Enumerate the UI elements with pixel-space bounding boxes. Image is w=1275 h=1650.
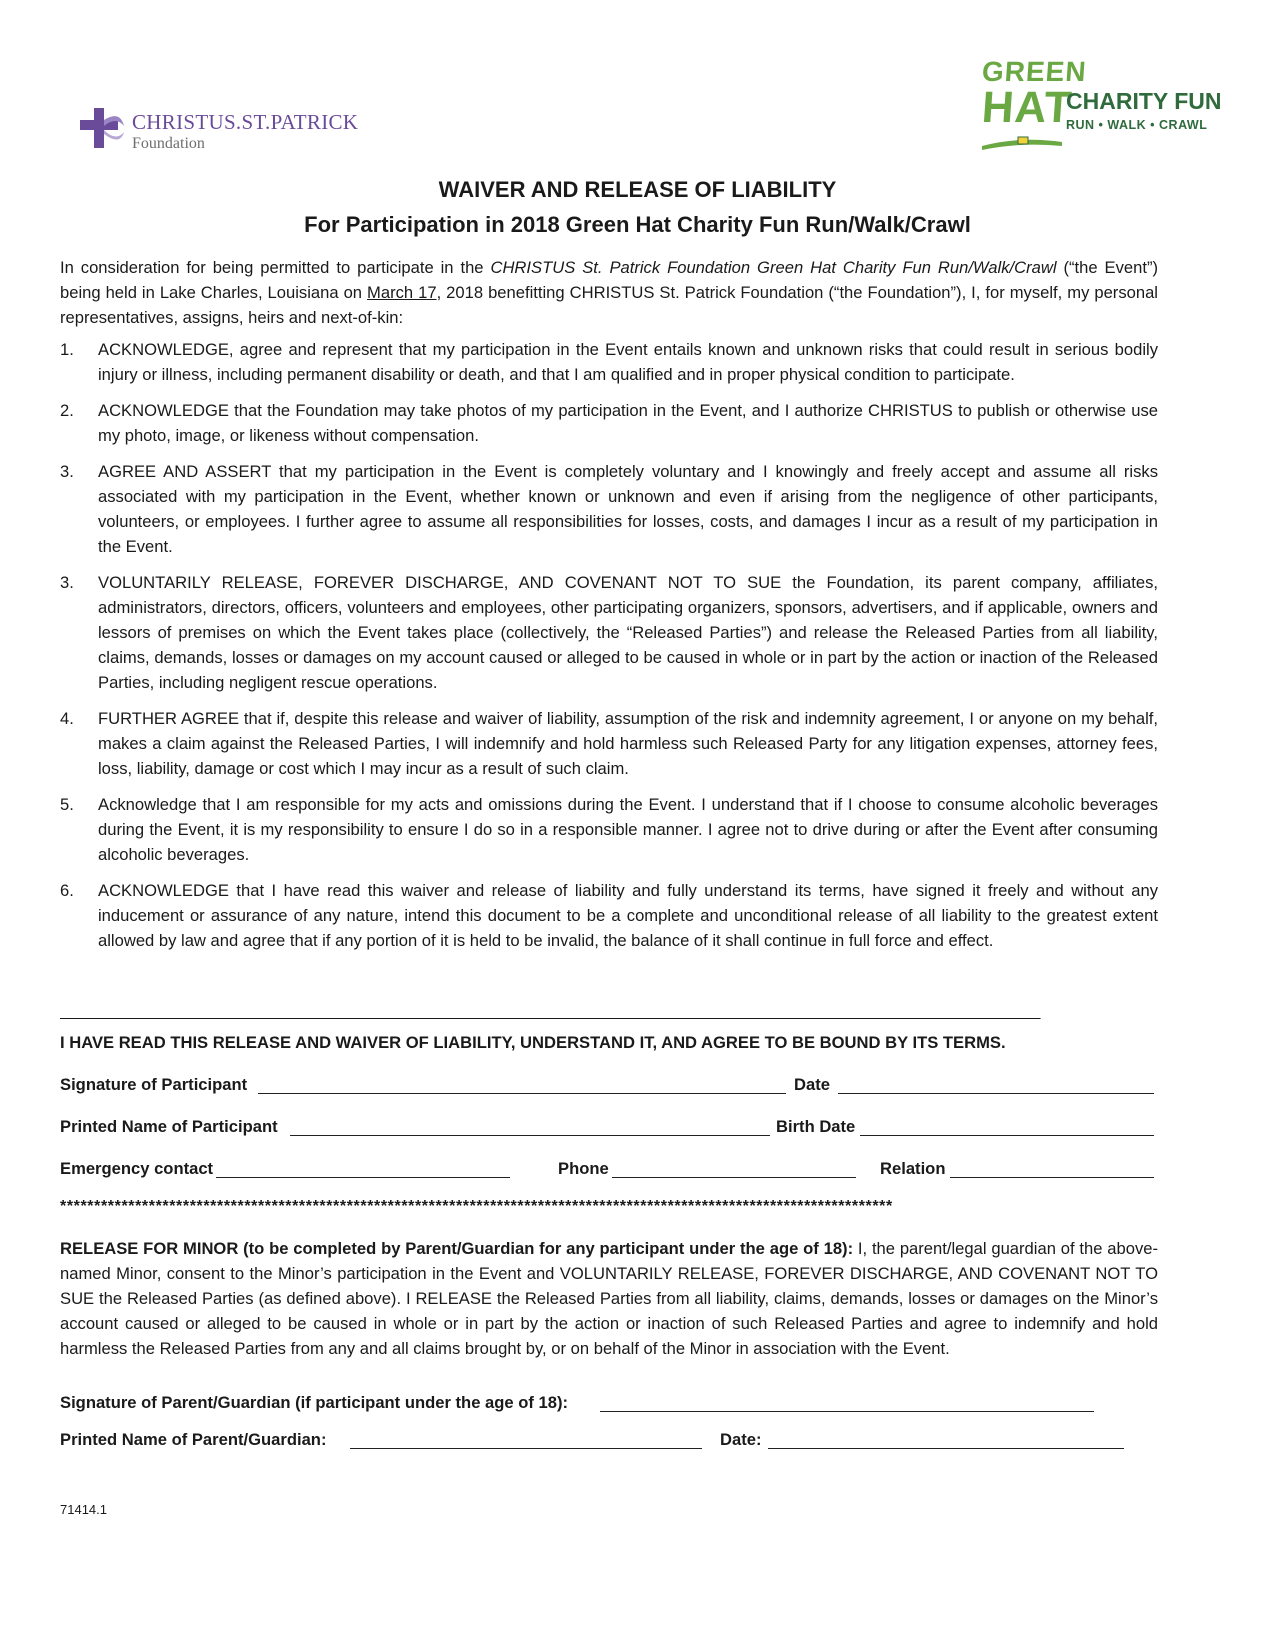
event-date: March 17 [367,283,437,302]
printed-name-participant-field[interactable] [290,1117,770,1136]
intro-part-1: In consideration for being permitted to participate in the [60,258,491,277]
item-number: 6. [60,881,74,900]
hat-brim-icon [980,134,1064,150]
document-id: 71414.1 [60,1502,107,1517]
intro-paragraph [60,255,1158,330]
document-title: WAIVER AND RELEASE OF LIABILITY [438,177,837,202]
list-item [60,459,1158,559]
signature-participant-field[interactable] [258,1075,786,1094]
list-item [60,337,1158,387]
printed-name-participant-label: Printed Name of Participant [60,1117,278,1136]
guardian-date-field[interactable] [768,1430,1124,1449]
intro-part-3: , 2018 benefitting CHRISTUS St. Patrick Foundation (“the Foundation”), I, for myself, my personal representatives, assigns, heirs and next-of-kin: [60,283,1158,327]
item-number: 3. [60,573,74,592]
guardian-name-row [60,1430,1160,1455]
phone-label: Phone [558,1159,609,1178]
list-item [60,792,1158,867]
item-number: 2. [60,401,74,420]
emergency-contact-field[interactable] [216,1159,510,1178]
list-item [60,706,1158,781]
agreement-statement: I HAVE READ THIS RELEASE AND WAIVER OF LIABILITY, UNDERSTAND IT, AND AGREE TO BE BOUND BY ITS TERMS. [60,1033,1006,1052]
event-name: CHRISTUS St. Patrick Foundation Green Hat Charity Fun Run/Walk/Crawl [490,258,1057,277]
signature-row [60,1075,1160,1100]
logo-hat-word: HAT [980,83,1074,132]
signature-guardian-field[interactable] [600,1393,1094,1412]
relation-field[interactable] [950,1159,1154,1178]
item-text: FURTHER AGREE that if, despite this release and waiver of liability, assumption of the risk and indemnity agreement, I or anyone on my behalf, makes a claim against the Released Parties, I will indemnify and hold harmless such Released Party for any litigation expenses, attorney fees, loss, liability, damage or cost which I may incur as a result of such claim. [98,709,1158,778]
relation-label: Relation [880,1159,946,1178]
signature-participant-label: Signature of Participant [60,1075,248,1094]
guardian-date-label: Date: [720,1430,762,1449]
birth-date-label: Birth Date [776,1117,856,1136]
logo-run-walk-crawl: RUN • WALK • CRAWL [1066,118,1208,132]
printed-name-row [60,1117,1160,1142]
phone-field[interactable] [612,1159,856,1178]
item-text: AGREE AND ASSERT that my participation in the Event is completely voluntary and I knowingly and freely accept and assume all risks associated with my participation in the Event, whether known or unknown and even if arising from the negligence of other participants, volunteers, or employees. I further agree to assume all responsibilities for losses, costs, and damages I incur as a result of my participation in the Event. [98,462,1158,556]
signature-guardian-label: Signature of Parent/Guardian (if participant under the age of 18): [60,1393,569,1412]
minor-release-paragraph [60,1236,1158,1361]
item-text: ACKNOWLEDGE that the Foundation may take photos of my participation in the Event, and I authorize CHRISTUS to publish or otherwise use my photo, image, or likeness without compensation. [98,401,1158,445]
cross-icon [80,106,126,152]
christus-logo [80,106,380,156]
logo-charity-fun: CHARITY FUN [1066,88,1222,114]
list-item [60,398,1158,448]
terms-list [60,337,1158,964]
item-text: Acknowledge that I am responsible for my acts and omissions during the Event. I understand that if I choose to consume alcoholic beverages during the Event, it is my responsibility to ensure I do so in a responsible manner. I agree not to drive during or after the Event after consuming alcoholic beverages. [98,795,1158,864]
emergency-contact-label: Emergency contact [60,1159,214,1178]
star-divider: ************************************************************************************************************************** [60,1198,893,1215]
emergency-row [60,1159,1160,1184]
printed-name-guardian-field[interactable] [350,1430,702,1449]
item-number: 5. [60,795,74,814]
printed-name-guardian-label: Printed Name of Parent/Guardian: [60,1430,327,1449]
intro-part-2: (“the Event”) being held in Lake Charles, Louisiana on [60,258,1159,302]
birth-date-field[interactable] [860,1117,1154,1136]
list-item [60,570,1158,695]
document-subtitle: For Participation in 2018 Green Hat Charity Fun Run/Walk/Crawl [304,212,971,237]
list-item [60,878,1158,953]
foundation-text: Foundation [132,135,205,152]
divider-line: ____________________________________________________________________________________________________________________________ [60,1003,1040,1020]
item-text: ACKNOWLEDGE that I have read this waiver and release of liability and fully understand its terms, have signed it freely and without any inducement or assurance of any nature, intend this document to be a complete and unconditional release of all liability to the greatest extent allowed by law and agree that if any portion of it is held to be invalid, the balance of it shall continue in full force and effect. [98,881,1158,950]
item-number: 4. [60,709,74,728]
christus-brand-text: CHRISTUS.ST.PATRICK [132,110,359,134]
item-number: 3. [60,462,74,481]
green-hat-logo [980,56,1222,166]
logo-green-word: GREEN [980,56,1088,87]
item-text: ACKNOWLEDGE, agree and represent that my participation in the Event entails known and unknown risks that could result in serious bodily injury or illness, including permanent disability or death, and that I am qualified and in proper physical condition to participate. [98,340,1158,384]
guardian-signature-row [60,1393,1160,1418]
minor-release-heading: RELEASE FOR MINOR (to be completed by Parent/Guardian for any participant under the age of 18): [60,1239,854,1258]
item-text: VOLUNTARILY RELEASE, FOREVER DISCHARGE, AND COVENANT NOT TO SUE the Foundation, its parent company, affiliates, administrators, directors, officers, volunteers and employees, other participating organizers, sponsors, advertisers, and if applicable, owners and lessors of premises on which the Event takes place (collectively, the “Released Parties”) and release the Released Parties from all liability, claims, demands, losses or damages on my account caused or alleged to be caused in whole or in part by the action or inaction of the Released Parties, including negligent rescue operations. [98,573,1158,692]
date-field[interactable] [838,1075,1154,1094]
date-label: Date [794,1075,830,1094]
item-number: 1. [60,340,74,359]
minor-release-body: I, the parent/legal guardian of the above-named Minor, consent to the Minor’s participation in the Event and VOLUNTARILY RELEASE, FOREVER DISCHARGE, AND COVENANT NOT TO SUE the Released Parties (as defined above). I RELEASE the Released Parties from all liability, claims, demands, losses or damages on the Minor’s account caused or alleged to be caused in whole or in part by the action or inaction of such Released Parties and agree to indemnify and hold harmless the Released Parties from any and all claims brought by, or on behalf of the Minor in association with the Event. [60,1239,1158,1358]
